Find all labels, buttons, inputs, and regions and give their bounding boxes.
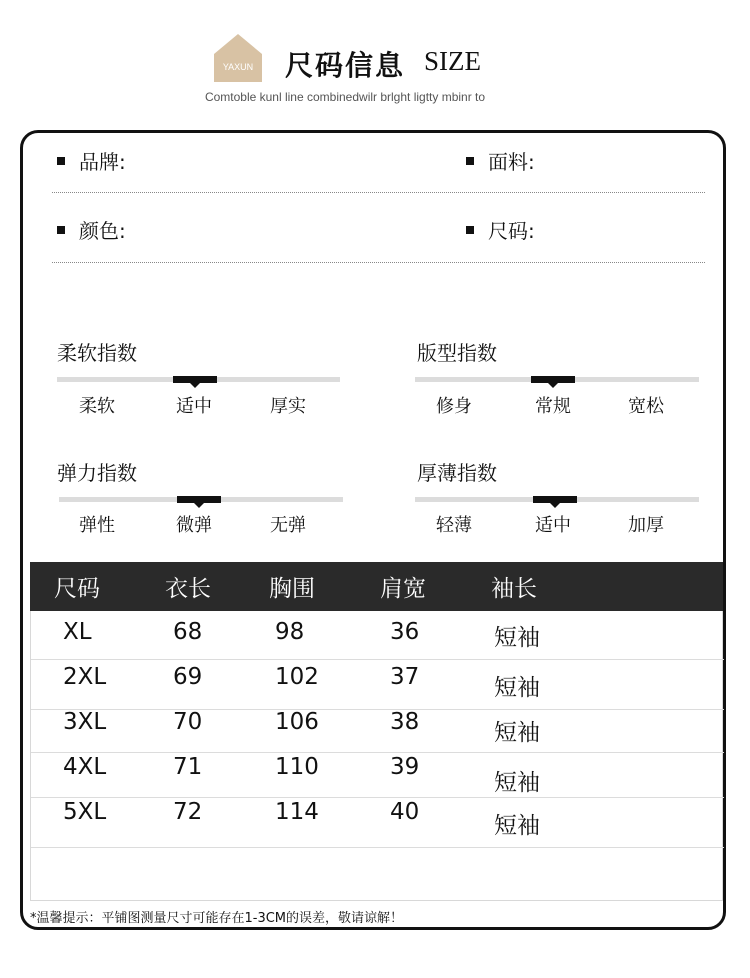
brand-label: 品牌: — [79, 150, 126, 174]
marker-pointer-icon — [548, 383, 558, 388]
fit-label-slim: 修身 — [436, 396, 472, 417]
cell-chest: 114 — [275, 799, 319, 825]
thickness-marker — [533, 496, 577, 503]
elasticity-label-slight: 微弹 — [176, 515, 212, 536]
row-divider — [31, 752, 724, 753]
cell-sleeve: 短袖 — [494, 720, 540, 746]
bullet-icon — [57, 226, 65, 234]
measurement-note: *温馨提示：平铺图测量尺寸可能存在1-3CM的误差，敬请谅解！ — [30, 911, 404, 926]
divider — [52, 192, 705, 193]
color-field — [57, 215, 126, 244]
fabric-field — [466, 146, 535, 175]
marker-pointer-icon — [190, 383, 200, 388]
row-divider — [31, 847, 724, 848]
cell-size: XL — [63, 619, 92, 645]
cell-shoulder: 37 — [390, 664, 420, 690]
marker-pointer-icon — [550, 503, 560, 508]
page-title-en: SIZE — [424, 46, 481, 76]
brand-field — [57, 146, 126, 175]
size-field — [466, 215, 535, 244]
bullet-icon — [466, 226, 474, 234]
color-label: 颜色: — [79, 219, 126, 243]
column-header-chest: 胸围 — [269, 576, 315, 602]
cell-length: 69 — [173, 664, 203, 690]
fit-label-loose: 宽松 — [628, 396, 664, 417]
cell-sleeve: 短袖 — [494, 770, 540, 796]
cell-shoulder: 36 — [390, 619, 420, 645]
cell-chest: 106 — [275, 709, 319, 735]
cell-size: 2XL — [63, 664, 107, 690]
cell-shoulder: 38 — [390, 709, 420, 735]
cell-chest: 98 — [275, 619, 305, 645]
column-header-size: 尺码 — [54, 576, 100, 602]
row-divider — [31, 797, 724, 798]
logo-house-icon — [214, 34, 262, 82]
page-subtitle: Comtoble kunl line combinedwilr brlght ligtty mbinr to — [204, 90, 486, 104]
size-label: 尺码: — [488, 219, 535, 243]
brand-logo — [214, 34, 262, 82]
row-divider — [31, 659, 724, 660]
bullet-icon — [466, 157, 474, 165]
elasticity-index-title: 弹力指数 — [57, 461, 137, 485]
marker-pointer-icon — [194, 503, 204, 508]
column-header-length: 衣长 — [165, 576, 211, 602]
row-divider — [31, 709, 724, 710]
thickness-label-medium: 适中 — [535, 515, 571, 536]
column-header-shoulder: 肩宽 — [380, 576, 426, 602]
cell-sleeve: 短袖 — [494, 675, 540, 701]
cell-length: 70 — [173, 709, 203, 735]
cell-sleeve: 短袖 — [494, 625, 540, 651]
thickness-index-title: 厚薄指数 — [417, 461, 497, 485]
cell-size: 3XL — [63, 709, 107, 735]
cell-chest: 102 — [275, 664, 319, 690]
cell-chest: 110 — [275, 754, 319, 780]
thickness-label-thick: 加厚 — [628, 515, 664, 536]
elasticity-label-none: 无弹 — [270, 515, 306, 536]
cell-length: 72 — [173, 799, 203, 825]
size-table-body — [30, 611, 723, 901]
softness-marker — [173, 376, 217, 383]
elasticity-label-elastic: 弹性 — [79, 515, 115, 536]
fit-index-title: 版型指数 — [417, 341, 497, 365]
softness-label-soft: 柔软 — [79, 396, 115, 417]
fit-marker — [531, 376, 575, 383]
page-title: 尺码信息 — [285, 49, 406, 82]
softness-index-title: 柔软指数 — [57, 341, 137, 365]
cell-size: 4XL — [63, 754, 107, 780]
cell-size: 5XL — [63, 799, 107, 825]
size-table-header — [30, 562, 723, 611]
cell-shoulder: 39 — [390, 754, 420, 780]
divider — [52, 262, 705, 263]
cell-sleeve: 短袖 — [494, 813, 540, 839]
fabric-label: 面料: — [488, 150, 535, 174]
bullet-icon — [57, 157, 65, 165]
cell-shoulder: 40 — [390, 799, 420, 825]
column-header-sleeve: 袖长 — [491, 576, 537, 602]
thickness-label-thin: 轻薄 — [436, 515, 472, 536]
cell-length: 68 — [173, 619, 203, 645]
elasticity-marker — [177, 496, 221, 503]
cell-length: 71 — [173, 754, 203, 780]
page-header — [0, 0, 750, 120]
softness-label-thick: 厚实 — [270, 396, 306, 417]
softness-label-medium: 适中 — [176, 396, 212, 417]
logo-text: YAXUN — [222, 62, 254, 72]
fit-label-regular: 常规 — [535, 396, 571, 417]
